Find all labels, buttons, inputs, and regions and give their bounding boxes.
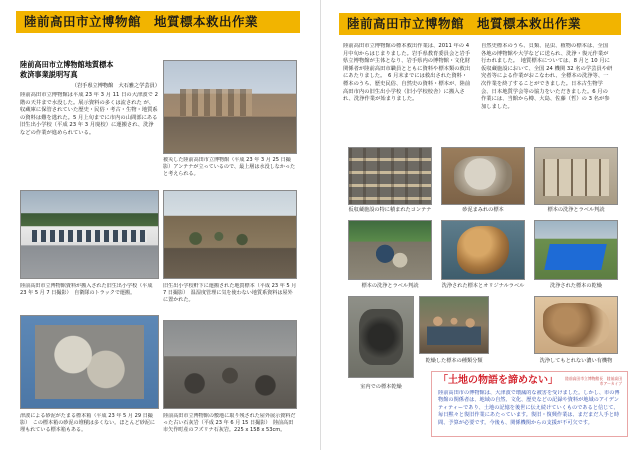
photo-washing-and-labels: [534, 147, 618, 205]
right-page-title-banner: 陸前高田市立博物館 地質標本救出作業: [339, 13, 621, 35]
photo-sorting-dried-specimens: [419, 296, 489, 354]
photo-damaged-museum: [163, 60, 297, 154]
photo-drying-washed-specimens: [534, 220, 618, 280]
caption-organic-stain-specimen: 洗浄してもとれない濃い有機物: [539, 358, 613, 364]
caption-stacked-containers: 仮収蔵施設の特に積まれたコンテナ: [348, 207, 432, 213]
caption-limestone-left-on-site: 陸前高田市立博物館の敷地に取り残された屋外展示資料だった古い石灰岩（平成 23 年 6 月 15 日撮影） 陸前高田市矢作町産のフズリナ石灰岩。225 x 158 x 53cm。: [163, 413, 296, 433]
intro-column-right: 自然史標本のうち、貝類、昆虫、植物の標本は、全国各地の博物館や大学などに送られ、洗浄・復元作業が行われました。 地質標本については、8 月と 10 月に仮収蔵施設において、全国 24 機関 32 名の学芸員や研究者等による作業がおこなわれ、全標本の洗浄等、一次作業を終了することができました。日本古生物学会、日本地質学会等の協力をいただきました。6 月の作業には、当館から樽、大島、佐藤（哲）の 3 名が参加しました。: [481, 43, 613, 110]
right-page: [320, 0, 640, 450]
report-title-block: [20, 60, 160, 90]
caption-drying-washed-specimens: 洗浄された標本の乾燥: [550, 283, 602, 289]
caption-washing-and-labels: 標本の洗浄とラベル判読: [547, 207, 605, 213]
report-title-line-1: 陸前高田市立博物館地質標本: [20, 60, 114, 69]
callout-title: 「土地の物語を諦めない」: [438, 375, 558, 386]
caption-specimens-under-eaves: 旧生出小学校軒下に運搬された地質標本（平成 23 年 5 月 7 日撮影） 温湿度管理に気を使わない地質系資料は屋外に置かれた。: [163, 283, 297, 303]
photo-washed-specimen-with-label: [441, 220, 525, 280]
caption-indoor-drying: 室内での標本乾燥: [360, 384, 402, 390]
report-author: （岩手県立博物館 大石雅之学芸員）: [71, 83, 160, 89]
report-title-line-2: 救済事業説明写真: [20, 70, 78, 79]
photo-limestone-left-on-site: [163, 320, 297, 409]
callout-body: 陸前高田市の博物館は、大津波で壊滅的な被害を受けました。しかし、市の博物館の関係者は、地域の自然、文化、歴史などの記録や資料が地域のアイデンティティーであり、土地の記憶を後世に伝え続けていくものであると信じて、毎日黙々と復旧作業にあたっています。復旧・復興作業は、まだまだ人手と時間、予算が必要です。今後も、関係機関からの支援が不可欠です。: [438, 390, 620, 426]
caption-washed-specimen-with-label: 洗浄された標本とオリジナルラベル: [441, 283, 525, 289]
photo-specimens-under-eaves: [163, 190, 297, 279]
caption-muddy-specimens: 砂泥まみれの標本: [462, 207, 504, 213]
caption-sorting-dried-specimens: 乾燥した標本の種類分類: [425, 358, 483, 364]
photo-mud-filled-specimen-box: [20, 315, 159, 409]
report-intro-text: 陸前高田市立博物館は平成 23 年 3 月 11 日の大津波で 2 階の天井まで水没した。展示資料の多くは流された が、収蔵庫に保管されていた歴史・民俗・考古・生物・地質系の資料は難を逃れた。5 月上旬までに市内の山間部にある旧生出小学校（平成 23 年 3 月廃校）に運搬され、洗浄などの作業が進められている。: [20, 92, 158, 136]
photo-muddy-specimens: [441, 147, 525, 205]
photo-indoor-drying: [348, 296, 414, 378]
left-page-title-banner: 陸前高田市立博物館 地質標本救出作業: [16, 11, 300, 33]
photo-oide-school: [20, 190, 159, 279]
message-callout: [431, 371, 628, 437]
caption-oide-school: 陸前高田市立博物館資料が搬入された旧生出小学校（平成 23 年 5 月 7 日撮影） 自衛隊のトラックで運搬。: [20, 283, 153, 296]
photo-organic-stain-specimen: [534, 296, 618, 354]
photo-washing-and-labels-2: [348, 220, 432, 280]
photo-stacked-containers: [348, 147, 432, 205]
caption-damaged-museum: 被災した陸前高田市立博物館（平成 23 年 3 月 25 日撮影）アンテナが立っているので、最上層は水没しなかったと考えられる。: [163, 157, 296, 177]
caption-washing-and-labels-2: 標本の洗浄とラベル判読: [361, 283, 419, 289]
caption-mud-filled-specimen-box: 津波による砂泥がたまる標本箱（平成 23 年 5 月 29 日撮影） この標本箱の砂泥の堆積は多くない。ほとんど砂泥に埋もれている標本箱もある。: [20, 413, 155, 433]
callout-subtitle: 陸前高田市立博物館長 陸前高田市アーカイブ: [565, 376, 622, 386]
intro-column-left: 陸前高田市立博物館の標本救出作業は、2011 年の 4 月中旬からはじまりました。岩手県教育委員会と岩手県立博物館が主体となり、岩手県内の博物館・文化財関係者が陸前高田市職員とともに資料や標本類の救出にあたりました。 6 月末までには救出された資料・標本のうち、歴史民俗、自然史の資料・標本が、陸前高田市内の旧生出小学校（旧小学校校舎）に搬入され、洗浄作業が始まりました。: [343, 43, 471, 103]
